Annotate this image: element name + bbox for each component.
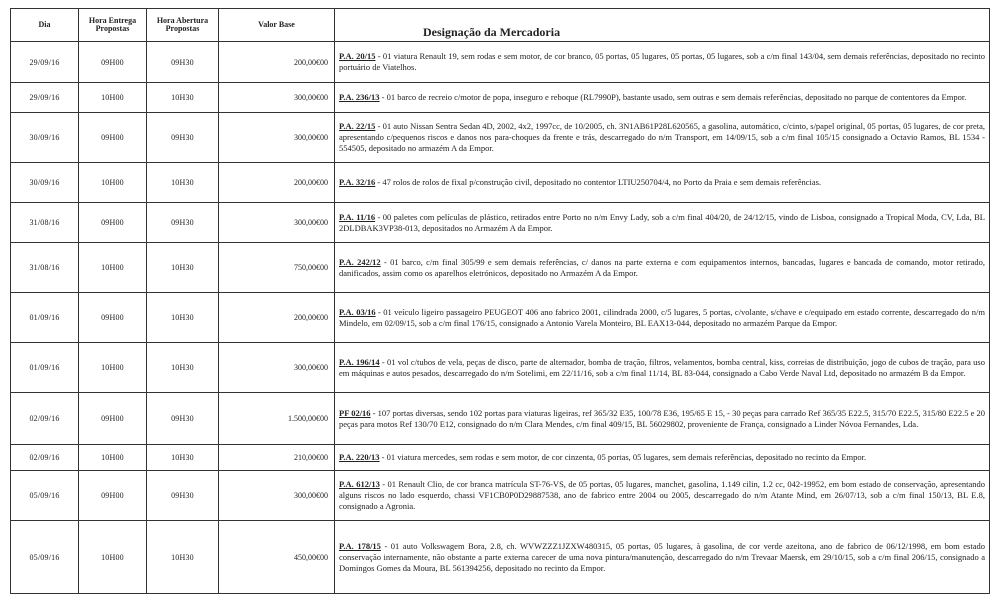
cell-hora-abertura: 10H30 xyxy=(147,521,219,594)
header-valor-base: Valor Base xyxy=(219,9,335,42)
cell-designacao xyxy=(335,83,990,113)
cell-valor-base: 200,00€00 xyxy=(219,293,335,343)
goods-description: - 01 vol c/tubos de vela, peças de disco, parte de alternador, bomba de tração, filtros, velamentos, bomba central, kiss, correias de distribuição, jogo de cubos de tração, para uso em máquinas e autos pesados, descarregado do n/m Sotelimi, em 22/11/16, sob a c/m final 11/14, BL 83-044, consignado a Cabo Verde Naval Ltd, depositado no armazém B da Empor. xyxy=(339,356,985,378)
cell-dia: 05/09/16 xyxy=(11,471,79,521)
cell-dia: 01/09/16 xyxy=(11,343,79,393)
cell-hora-abertura: 09H30 xyxy=(147,203,219,243)
process-reference: P.A. 220/13 xyxy=(339,452,380,462)
process-reference: P.A. 178/15 xyxy=(339,540,381,551)
cell-valor-base: 200,00€00 xyxy=(219,42,335,83)
goods-description: - 47 rolos de rolos de fixal p/construção civil, depositado no contentor LTIU250704/4, no Porto da Praia e sem demais referências. xyxy=(375,177,822,187)
goods-description: - 01 veículo ligeiro passageiro PEUGEOT 406 ano fabrico 2001, cilindrada 2000, c/5 lugares, 5 portas, c/volante, s/chave e c/equipado em estado corrente, descarregado do n/m Mindelo, em 02/09/15, sob a c/m final 176/15, consignado a Antonio Varela Monteiro, BL EAX13-044, depositado no armazém Parque da Empor. xyxy=(339,306,985,328)
process-reference: P.A. 32/16 xyxy=(339,177,376,187)
cell-dia: 30/09/16 xyxy=(11,163,79,203)
cell-hora-abertura: 09H30 xyxy=(147,113,219,163)
cell-hora-entrega: 10H00 xyxy=(79,521,147,594)
cell-hora-entrega: 09H00 xyxy=(79,471,147,521)
cell-designacao xyxy=(335,293,990,343)
cell-dia: 05/09/16 xyxy=(11,521,79,594)
cell-valor-base: 300,00€00 xyxy=(219,471,335,521)
process-reference: P.A. 11/16 xyxy=(339,211,376,222)
cell-dia: 02/09/16 xyxy=(11,445,79,471)
table-row xyxy=(11,521,990,594)
process-reference: P.A. 196/14 xyxy=(339,356,380,367)
cell-dia: 29/09/16 xyxy=(11,83,79,113)
goods-description: - 01 auto Nissan Sentra Sedan 4D, 2002, 4x2, 1997cc, de 10/2005, ch. 3N1AB61P28L620565, a gasolina, automático, c/cinto, s/papel original, 05 portas, 05 lugares, de cor preta, apresentando c/pequenos riscos e danos nos para-choques da frente e trás, descarregado do n/m Transport, em 14/09/15, sob a c/m final 105/15 consignado a Octavio Ramos, BL 1534 - 554505, depositado no armazém A da Empor. xyxy=(339,121,985,153)
goods-description: - 01 barco, c/m final 305/99 e sem demais referências, c/ danos na parte externa e com equipamentos internos, bancadas, lugares e bancada de comando, motor retirado, danificados, assim como os aparelhos eletrónicos, depositado no Armazém A da Empor. xyxy=(339,256,985,278)
cell-dia: 30/09/16 xyxy=(11,113,79,163)
process-reference: P.A. 242/12 xyxy=(339,256,381,267)
goods-description: - 01 Renault Clio, de cor branca matrícula ST-76-VS, de 05 portas, 05 lugares, manchet, gasolina, 1.149 cilin, 1.2 cc, 042-19952, em bom estado de conservação, apresentando alguns riscos no lado esquerdo, chassi VF1CB0P0D29887538, ano de fabrico entre 2004 ou 2005, descarregado do n/m Atante Mind, em 26/07/13, sob a c/m final 150/13, BL E.8, consignado a Agronia. xyxy=(339,479,985,511)
cell-valor-base: 210,00€00 xyxy=(219,445,335,471)
cell-designacao xyxy=(335,393,990,445)
cell-valor-base: 200,00€00 xyxy=(219,163,335,203)
header-designacao: Designação da Mercadoria xyxy=(335,9,990,42)
cell-hora-abertura: 10H30 xyxy=(147,343,219,393)
cell-designacao xyxy=(335,343,990,393)
cell-valor-base: 300,00€00 xyxy=(219,113,335,163)
cell-hora-entrega: 10H00 xyxy=(79,163,147,203)
document-page xyxy=(10,8,990,594)
goods-description: - 01 viatura Renault 19, sem rodas e sem motor, de cor branco, 05 portas, 05 lugares, 05 portas, 05 lugares, sob a c/m final 143/04, sem demais referências, depositado no recinto portuário de Viatelhos. xyxy=(339,51,985,72)
goods-description: - 107 portas diversas, sendo 102 portas para viaturas ligeiras, ref 365/32 E35, 100/78 E36, 195/65 E 15, - 30 peças para carrado Ref 365/35 E22.5, 315/70 E22.5, 315/80 E22.5 e 20 peças para motos Ref 130/70 E12, consignado do n/m Clara Mendes, c/m final 409/15, BL 56029802, proveniente de França, consignado a Linder Nóvoa Fernandes, Lda. xyxy=(339,407,985,429)
cell-hora-entrega: 10H00 xyxy=(79,83,147,113)
header-dia: Dia xyxy=(11,9,79,42)
cell-hora-abertura: 10H30 xyxy=(147,293,219,343)
header-hora-entrega: Hora Entrega Propostas xyxy=(79,9,147,42)
table-row xyxy=(11,203,990,243)
cell-dia: 02/09/16 xyxy=(11,393,79,445)
cell-designacao xyxy=(335,471,990,521)
cell-valor-base: 300,00€00 xyxy=(219,343,335,393)
process-reference: P.A. 03/16 xyxy=(339,306,376,317)
cell-designacao xyxy=(335,163,990,203)
table-row xyxy=(11,393,990,445)
goods-description: - 01 viatura mercedes, sem rodas e sem motor, de cor cinzenta, 05 portas, 05 lugares, sem demais referências, depositado no recinto da Empor. xyxy=(379,452,867,462)
process-reference: PF 02/16 xyxy=(339,407,371,418)
cell-hora-entrega: 09H00 xyxy=(79,393,147,445)
process-reference: P.A. 236/13 xyxy=(339,92,380,102)
goods-description: - 01 barco de recreio c/motor de popa, inseguro e reboque (RL7990P), bastante usado, sem outras e sem demais referências, depositado no parque de contentores da Empor. xyxy=(379,92,967,102)
table-row xyxy=(11,343,990,393)
cell-hora-entrega: 10H00 xyxy=(79,445,147,471)
table-row xyxy=(11,113,990,163)
cell-valor-base: 300,00€00 xyxy=(219,83,335,113)
cell-designacao xyxy=(335,243,990,293)
cell-hora-entrega: 09H00 xyxy=(79,42,147,83)
cell-dia: 29/09/16 xyxy=(11,42,79,83)
cell-hora-entrega: 09H00 xyxy=(79,113,147,163)
cell-valor-base: 300,00€00 xyxy=(219,203,335,243)
table-row xyxy=(11,471,990,521)
cell-hora-abertura: 10H30 xyxy=(147,243,219,293)
process-reference: P.A. 612/13 xyxy=(339,479,380,489)
cell-hora-abertura: 10H30 xyxy=(147,83,219,113)
cell-valor-base: 750,00€00 xyxy=(219,243,335,293)
table-row xyxy=(11,243,990,293)
cell-hora-entrega: 09H00 xyxy=(79,293,147,343)
cell-hora-entrega: 10H00 xyxy=(79,243,147,293)
table-row xyxy=(11,83,990,113)
process-reference: P.A. 22/15 xyxy=(339,121,376,131)
cell-designacao xyxy=(335,203,990,243)
table-row xyxy=(11,42,990,83)
goods-description: - 01 auto Volkswagem Bora, 2.8, ch. WVWZZZ1JZXW480315, 05 portas, 05 lugares, à gasolina, de cor verde azeitona, ano de fabrico de 06/12/1998, em bom estado conservação internamente, não obstante a parte externa carecer de uma nova pintura/manutenção, descarregado do n/m Trevaar Maersk, em 29/10/15, sob a c/m final 206/15, consignado a Domingos Gomes da Moura, BL 561394256, depositado no recinto da Empor. xyxy=(339,540,985,573)
goods-description: - 00 paletes com películas de plástico, retirados entre Porto no n/m Envy Lady, sob a c/m final 404/20, de 24/12/15, vindo de Lisboa, consignado a Tropical Moda, CV, Lda, BL 2DLDBAK3VP38-013, depositados no Armazém A da Empor. xyxy=(339,211,985,233)
cell-valor-base: 1.500,00€00 xyxy=(219,393,335,445)
table-row xyxy=(11,293,990,343)
table-header-row xyxy=(11,9,990,42)
cell-dia: 31/08/16 xyxy=(11,203,79,243)
cell-hora-entrega: 10H00 xyxy=(79,343,147,393)
cell-valor-base: 450,00€00 xyxy=(219,521,335,594)
header-hora-abertura: Hora Abertura Propostas xyxy=(147,9,219,42)
cell-hora-abertura: 10H30 xyxy=(147,163,219,203)
goods-table xyxy=(10,8,990,594)
table-row xyxy=(11,163,990,203)
cell-designacao xyxy=(335,445,990,471)
cell-hora-abertura: 09H30 xyxy=(147,471,219,521)
process-reference: P.A. 20/15 xyxy=(339,51,376,61)
cell-designacao xyxy=(335,113,990,163)
cell-dia: 01/09/16 xyxy=(11,293,79,343)
cell-hora-abertura: 09H30 xyxy=(147,393,219,445)
cell-hora-abertura: 10H30 xyxy=(147,445,219,471)
cell-designacao xyxy=(335,521,990,594)
cell-dia: 31/08/16 xyxy=(11,243,79,293)
table-row xyxy=(11,445,990,471)
cell-designacao xyxy=(335,42,990,83)
cell-hora-entrega: 09H00 xyxy=(79,203,147,243)
cell-hora-abertura: 09H30 xyxy=(147,42,219,83)
